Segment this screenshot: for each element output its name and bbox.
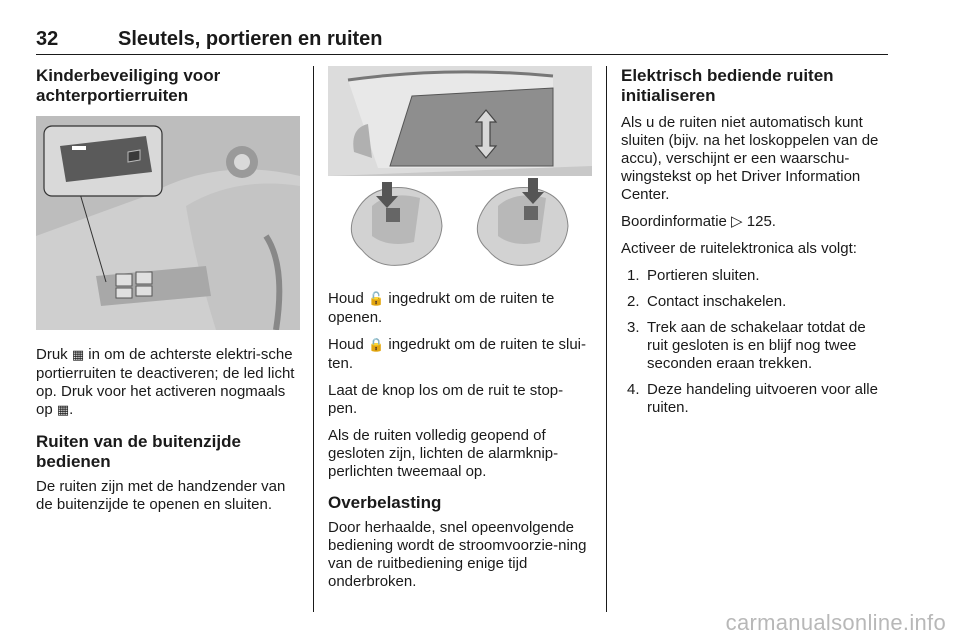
list-item: 1. Portieren sluiten. bbox=[627, 267, 760, 284]
column-2 bbox=[328, 66, 592, 600]
hazard-lights-note: Als de ruiten volledig geopend of gesloten zijn, lichten de alarmknip-perlichten tweemaal op. bbox=[328, 427, 559, 480]
column-1 bbox=[36, 66, 300, 523]
child-lock-icon: ▦ bbox=[56, 403, 70, 418]
column-3 bbox=[621, 66, 888, 425]
section-heading-child-lock: Kinderbeveiliging voor achterportierruiten bbox=[36, 66, 221, 105]
section-heading-initialise: Elektrisch bediende ruiten initialiseren bbox=[621, 66, 834, 105]
list-item: 3. Trek aan de schakelaar totdat de ruit gesloten is en blijf nog twee seconden eraan trekken. bbox=[627, 319, 866, 372]
outside-operation-text: De ruiten zijn met de handzender van de buitenzijde te openen en sluiten. bbox=[36, 478, 286, 513]
section-heading-overload: Overbelasting bbox=[328, 493, 442, 512]
activation-intro: Activeer de ruitelektronica als volgt: bbox=[621, 240, 857, 257]
window-and-remote-illustration bbox=[328, 66, 592, 274]
watermark: carmanualsonline.info bbox=[725, 610, 946, 635]
chapter-title: Sleutels, portieren en ruiten bbox=[118, 28, 383, 50]
child-lock-icon: ▦ bbox=[71, 348, 85, 363]
column-divider bbox=[313, 66, 314, 612]
unlock-instruction: Houd 🔓 ingedrukt om de ruiten te openen. bbox=[328, 290, 555, 326]
column-divider bbox=[606, 66, 607, 612]
release-instruction: Laat de knop los om de ruit te stop-pen. bbox=[328, 382, 564, 417]
lock-instruction: Houd 🔒 ingedrukt om de ruiten te slui-ten. bbox=[328, 336, 586, 372]
section-heading-outside-operation: Ruiten van de buitenzijde bedienen bbox=[36, 432, 241, 471]
activation-steps bbox=[621, 267, 888, 417]
door-panel-illustration bbox=[36, 116, 300, 330]
initialise-text: Als u de ruiten niet automatisch kunt sluiten (bijv. na het loskoppelen van de accu), verschijnt er een waarschu-wingstekst op het Driver Information Center. bbox=[621, 114, 879, 203]
page-header bbox=[36, 24, 888, 55]
list-item: 4. Deze handeling uitvoeren voor alle ruiten. bbox=[627, 381, 878, 416]
unlock-icon: 🔓 bbox=[368, 292, 385, 307]
lock-icon: 🔒 bbox=[368, 338, 385, 353]
list-item: 2. Contact inschakelen. bbox=[627, 293, 787, 310]
overload-text: Door herhaalde, snel opeenvolgende bediening wordt de stroomvoorzie-ning van de ruitbediening enige tijd onderbroken. bbox=[328, 519, 587, 590]
board-info-reference: Boordinformatie ▷ 125. bbox=[621, 213, 776, 230]
page-number: 32 bbox=[36, 28, 59, 50]
child-lock-description: Druk ▦ in om de achterste elektri-sche portierruiten te deactiveren; de led licht op. Druk voor het activeren nogmaals op ▦. bbox=[36, 346, 295, 418]
